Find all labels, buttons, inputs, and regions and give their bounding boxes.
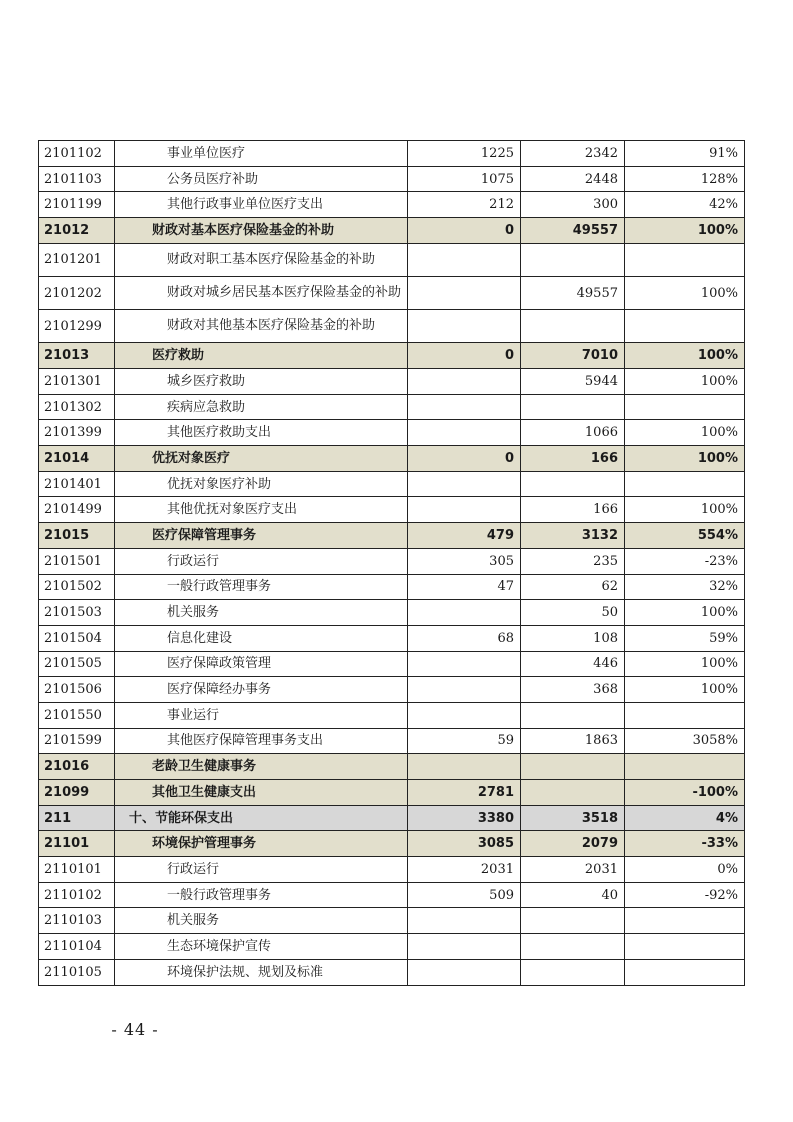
table-row xyxy=(39,677,745,703)
row-name: 十、节能环保支出 xyxy=(115,805,408,831)
row-name: 优抚对象医疗补助 xyxy=(115,471,408,497)
row-code: 21013 xyxy=(39,343,115,369)
row-change-percent: 0% xyxy=(625,857,745,883)
row-code: 2110104 xyxy=(39,934,115,960)
row-change-percent xyxy=(625,934,745,960)
row-change-percent: 100% xyxy=(625,677,745,703)
row-value-curr: 5944 xyxy=(521,369,625,395)
row-code: 21014 xyxy=(39,446,115,472)
row-name: 医疗救助 xyxy=(115,343,408,369)
table-row xyxy=(39,728,745,754)
subtotal-row xyxy=(39,780,745,806)
row-value-prev: 68 xyxy=(408,625,521,651)
row-value-curr: 166 xyxy=(521,497,625,523)
row-name: 环境保护法规、规划及标准 xyxy=(115,959,408,985)
table-row xyxy=(39,141,745,167)
row-value-prev: 59 xyxy=(408,728,521,754)
row-code: 2101202 xyxy=(39,276,115,309)
row-code: 2101301 xyxy=(39,369,115,395)
row-name: 医疗保障管理事务 xyxy=(115,523,408,549)
row-value-curr: 2342 xyxy=(521,141,625,167)
row-name: 其他医疗救助支出 xyxy=(115,420,408,446)
row-value-curr xyxy=(521,243,625,276)
row-value-curr: 368 xyxy=(521,677,625,703)
row-value-prev xyxy=(408,471,521,497)
row-value-prev: 305 xyxy=(408,548,521,574)
row-value-curr xyxy=(521,780,625,806)
row-value-curr: 446 xyxy=(521,651,625,677)
row-name: 信息化建设 xyxy=(115,625,408,651)
row-value-prev: 0 xyxy=(408,446,521,472)
table-row xyxy=(39,625,745,651)
row-value-curr: 235 xyxy=(521,548,625,574)
row-value-prev: 2031 xyxy=(408,857,521,883)
row-name: 财政对职工基本医疗保险基金的补助 xyxy=(115,243,408,276)
row-code: 2101103 xyxy=(39,166,115,192)
row-code: 2101502 xyxy=(39,574,115,600)
row-name: 公务员医疗补助 xyxy=(115,166,408,192)
row-value-prev: 0 xyxy=(408,343,521,369)
row-change-percent: 100% xyxy=(625,446,745,472)
row-name: 其他行政事业单位医疗支出 xyxy=(115,192,408,218)
row-value-prev: 509 xyxy=(408,882,521,908)
row-name: 一般行政管理事务 xyxy=(115,882,408,908)
row-code: 2101399 xyxy=(39,420,115,446)
row-value-curr xyxy=(521,310,625,343)
table-row xyxy=(39,192,745,218)
row-code: 21099 xyxy=(39,780,115,806)
row-name: 其他优抚对象医疗支出 xyxy=(115,497,408,523)
row-value-prev xyxy=(408,369,521,395)
row-name: 生态环境保护宣传 xyxy=(115,934,408,960)
row-value-prev xyxy=(408,420,521,446)
row-value-curr: 50 xyxy=(521,600,625,626)
row-change-percent xyxy=(625,310,745,343)
row-value-prev xyxy=(408,394,521,420)
row-change-percent: 91% xyxy=(625,141,745,167)
row-value-curr: 1863 xyxy=(521,728,625,754)
row-change-percent: 100% xyxy=(625,369,745,395)
row-code: 21101 xyxy=(39,831,115,857)
row-name: 机关服务 xyxy=(115,908,408,934)
row-change-percent: 59% xyxy=(625,625,745,651)
row-code: 21015 xyxy=(39,523,115,549)
row-value-curr: 49557 xyxy=(521,218,625,244)
row-name: 财政对基本医疗保险基金的补助 xyxy=(115,218,408,244)
row-value-curr xyxy=(521,471,625,497)
row-value-prev: 212 xyxy=(408,192,521,218)
row-value-curr xyxy=(521,959,625,985)
row-change-percent: 100% xyxy=(625,343,745,369)
row-name: 优抚对象医疗 xyxy=(115,446,408,472)
table-row xyxy=(39,497,745,523)
row-value-prev xyxy=(408,651,521,677)
row-name: 其他医疗保障管理事务支出 xyxy=(115,728,408,754)
row-change-percent: 42% xyxy=(625,192,745,218)
row-value-curr xyxy=(521,934,625,960)
row-value-prev: 3085 xyxy=(408,831,521,857)
row-name: 行政运行 xyxy=(115,857,408,883)
row-change-percent xyxy=(625,908,745,934)
row-value-prev: 1225 xyxy=(408,141,521,167)
subtotal-row xyxy=(39,218,745,244)
row-code: 2101199 xyxy=(39,192,115,218)
row-name: 老龄卫生健康事务 xyxy=(115,754,408,780)
row-change-percent: -23% xyxy=(625,548,745,574)
budget-table xyxy=(38,140,745,986)
subtotal-row xyxy=(39,754,745,780)
row-value-prev xyxy=(408,702,521,728)
row-value-curr: 49557 xyxy=(521,276,625,309)
row-code: 2110102 xyxy=(39,882,115,908)
row-value-prev xyxy=(408,310,521,343)
row-value-prev: 3380 xyxy=(408,805,521,831)
row-change-percent: 32% xyxy=(625,574,745,600)
table-row xyxy=(39,908,745,934)
table-row xyxy=(39,310,745,343)
table-row xyxy=(39,600,745,626)
row-value-curr xyxy=(521,754,625,780)
row-change-percent: 3058% xyxy=(625,728,745,754)
row-code: 2101599 xyxy=(39,728,115,754)
row-value-prev xyxy=(408,908,521,934)
row-value-prev: 47 xyxy=(408,574,521,600)
budget-table-body xyxy=(39,141,745,986)
row-code: 2101299 xyxy=(39,310,115,343)
row-value-prev xyxy=(408,754,521,780)
row-code: 2101501 xyxy=(39,548,115,574)
row-value-prev: 1075 xyxy=(408,166,521,192)
table-row xyxy=(39,420,745,446)
table-row xyxy=(39,166,745,192)
row-name: 行政运行 xyxy=(115,548,408,574)
row-code: 2101302 xyxy=(39,394,115,420)
row-name: 一般行政管理事务 xyxy=(115,574,408,600)
row-change-percent xyxy=(625,754,745,780)
row-value-curr: 2448 xyxy=(521,166,625,192)
row-change-percent: -33% xyxy=(625,831,745,857)
subtotal-row xyxy=(39,523,745,549)
row-change-percent: 128% xyxy=(625,166,745,192)
row-value-curr xyxy=(521,702,625,728)
row-value-prev: 479 xyxy=(408,523,521,549)
row-code: 2101505 xyxy=(39,651,115,677)
row-value-prev: 0 xyxy=(408,218,521,244)
row-value-prev xyxy=(408,959,521,985)
row-value-prev xyxy=(408,934,521,960)
row-change-percent: 100% xyxy=(625,420,745,446)
row-change-percent: -100% xyxy=(625,780,745,806)
row-value-prev xyxy=(408,600,521,626)
row-name: 其他卫生健康支出 xyxy=(115,780,408,806)
row-change-percent: 4% xyxy=(625,805,745,831)
table-row xyxy=(39,702,745,728)
row-change-percent xyxy=(625,243,745,276)
table-row xyxy=(39,243,745,276)
row-value-curr: 166 xyxy=(521,446,625,472)
row-change-percent: -92% xyxy=(625,882,745,908)
row-name: 医疗保障政策管理 xyxy=(115,651,408,677)
row-name: 事业运行 xyxy=(115,702,408,728)
row-code: 2101499 xyxy=(39,497,115,523)
row-code: 21016 xyxy=(39,754,115,780)
table-row xyxy=(39,471,745,497)
row-code: 2101504 xyxy=(39,625,115,651)
row-name: 财政对城乡居民基本医疗保险基金的补助 xyxy=(115,276,408,309)
table-row xyxy=(39,369,745,395)
row-value-curr xyxy=(521,908,625,934)
table-row xyxy=(39,276,745,309)
subtotal-row xyxy=(39,831,745,857)
table-row xyxy=(39,548,745,574)
table-row xyxy=(39,574,745,600)
row-value-curr: 62 xyxy=(521,574,625,600)
row-name: 疾病应急救助 xyxy=(115,394,408,420)
table-row xyxy=(39,394,745,420)
row-name: 医疗保障经办事务 xyxy=(115,677,408,703)
row-value-curr: 3132 xyxy=(521,523,625,549)
subtotal-row xyxy=(39,343,745,369)
row-value-curr xyxy=(521,394,625,420)
table-row xyxy=(39,651,745,677)
category-row xyxy=(39,805,745,831)
row-code: 211 xyxy=(39,805,115,831)
row-value-curr: 2079 xyxy=(521,831,625,857)
row-change-percent xyxy=(625,959,745,985)
table-row xyxy=(39,857,745,883)
row-change-percent xyxy=(625,702,745,728)
table-row xyxy=(39,959,745,985)
row-change-percent: 100% xyxy=(625,276,745,309)
row-value-prev xyxy=(408,243,521,276)
row-value-curr: 1066 xyxy=(521,420,625,446)
row-value-curr: 2031 xyxy=(521,857,625,883)
row-value-prev xyxy=(408,677,521,703)
row-value-prev xyxy=(408,276,521,309)
row-code: 2101102 xyxy=(39,141,115,167)
row-value-curr: 7010 xyxy=(521,343,625,369)
row-code: 2101503 xyxy=(39,600,115,626)
row-code: 2110105 xyxy=(39,959,115,985)
row-code: 21012 xyxy=(39,218,115,244)
row-value-curr: 40 xyxy=(521,882,625,908)
row-name: 事业单位医疗 xyxy=(115,141,408,167)
row-code: 2101506 xyxy=(39,677,115,703)
row-value-curr: 3518 xyxy=(521,805,625,831)
row-change-percent: 554% xyxy=(625,523,745,549)
row-change-percent xyxy=(625,471,745,497)
row-value-prev xyxy=(408,497,521,523)
row-value-curr: 300 xyxy=(521,192,625,218)
row-change-percent: 100% xyxy=(625,497,745,523)
row-name: 财政对其他基本医疗保险基金的补助 xyxy=(115,310,408,343)
row-change-percent: 100% xyxy=(625,600,745,626)
row-code: 2101201 xyxy=(39,243,115,276)
row-name: 环境保护管理事务 xyxy=(115,831,408,857)
row-value-curr: 108 xyxy=(521,625,625,651)
row-code: 2101550 xyxy=(39,702,115,728)
row-name: 城乡医疗救助 xyxy=(115,369,408,395)
row-code: 2110101 xyxy=(39,857,115,883)
row-name: 机关服务 xyxy=(115,600,408,626)
table-row xyxy=(39,934,745,960)
row-code: 2110103 xyxy=(39,908,115,934)
page-number: - 44 - xyxy=(111,1020,159,1039)
table-row xyxy=(39,882,745,908)
row-code: 2101401 xyxy=(39,471,115,497)
row-change-percent: 100% xyxy=(625,651,745,677)
subtotal-row xyxy=(39,446,745,472)
row-value-prev: 2781 xyxy=(408,780,521,806)
row-change-percent: 100% xyxy=(625,218,745,244)
row-change-percent xyxy=(625,394,745,420)
